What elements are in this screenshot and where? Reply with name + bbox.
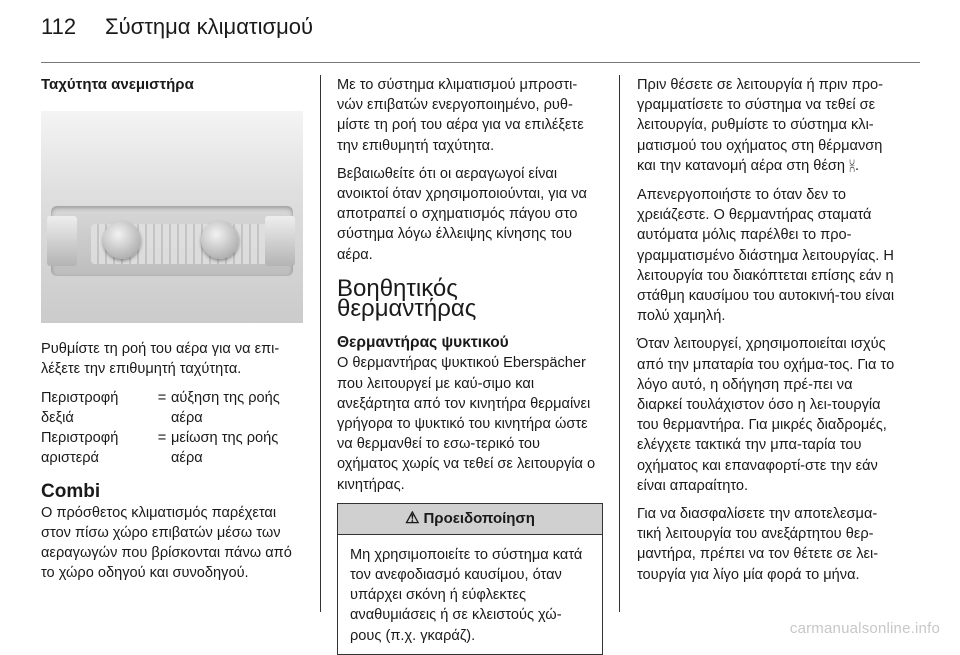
fan-control-image (41, 111, 303, 323)
paragraph-before-operation (637, 75, 900, 177)
image-caption: Ρυθμίστε τη ροή του αέρα για να επι-λέξετε την επιθυμητή ταχύτητα. (41, 341, 280, 378)
warning-text: Μη χρησιμοποιείτε το σύστημα κατά τον ανεφοδιασμό καυσίμου, όταν υπάρχει σκόνη ή εύφλεκτες αναθυμιάσεις ή σε κλειστούς χώ-ρους (π.χ. γκαράζ). (350, 546, 583, 644)
warning-title: Προειδοποίηση (423, 509, 535, 527)
column-2 (337, 75, 603, 655)
paragraph-coolant-heater: Ο θερμαντήρας ψυκτικού Eberspächer που λειτουργεί με καύ-σιμο και ανεξάρτητα από τον κινητήρα θερμαίνει γρήγορα το ψυκτικό του κινητήρα ώστε να θερμανθεί το εσω-τερικό του οχήματος χωρίς να τεθεί σε λειτουργία ο κινητήρας. (337, 355, 596, 493)
definition-table (41, 388, 306, 469)
page-header (0, 0, 960, 62)
section-title-fan-speed: Ταχύτητα ανεμιστήρα (41, 76, 194, 93)
warning-box (337, 503, 603, 655)
definition-value: αύξηση της ροής αέρα (171, 389, 280, 426)
definition-row (41, 388, 306, 428)
column-divider-1 (320, 75, 321, 612)
subheading-coolant-heater: Θερμαντήρας ψυκτικού (337, 334, 509, 352)
paragraph-vents-open: Βεβαιωθείτε ότι οι αεραγωγοί είναι ανοικτοί όταν χρησιμοποιούνται, για να αποτραπεί ο σχηματισμός πάγου στο σύστημα λόγω έλλειψης κίνησης του αέρα. (337, 165, 587, 263)
combi-title: Combi (41, 481, 101, 503)
fan-knob-left (103, 221, 141, 259)
paragraph-fan-adjust: Με το σύστημα κλιματισμού μπροστι-νών επιβατών ενεργοποιημένο, ρυθ-μίστε τη ροή του αέρα για να επιλέξετε την επιθυμητή ταχύτητα. (337, 77, 584, 154)
warning-header (338, 504, 602, 535)
definition-value: μείωση της ροής αέρα (171, 430, 279, 467)
watermark: carmanualsonline.info (789, 620, 940, 637)
control-panel (51, 206, 293, 276)
paragraph-end: . (855, 157, 860, 174)
column-3 (637, 75, 900, 593)
paragraph-battery: Όταν λειτουργεί, χρησιμοποιείται ισχύς από την μπαταρία του οχήμα-τος. Για το λόγο αυτό, η οδήγηση πρέ-πει να διαρκεί τουλάχιστον όσο η λει-τουργία του θερμαντήρα. Για μικρές διαδρομές, ελέγχετε τακτικά την μπα-ταρία του οχήματος και επαναφορτί-στε την εάν είναι απαραίτητο. (637, 336, 895, 494)
left-slot (47, 216, 77, 266)
combi-text: Ο πρόσθετος κλιματισμός παρέχεται στον πίσω χώρο επιβατών μέσω των αεραγωγών που βρίσκονται πάνω από το χώρο οδηγού και συνοδηγού. (41, 504, 292, 582)
definition-row (41, 428, 306, 468)
paragraph-before-operation-text: Πριν θέσετε σε λειτουργία ή πριν προ-γραμματίσετε το σύστημα να τεθεί σε λειτουργία, ρυθμίστε το σύστημα κλι-ματισμού του οχήματος στη θέρμανση και την κατανομή αέρα στη θέση (637, 77, 883, 174)
page-number: 112 (41, 14, 77, 39)
column-1 (41, 75, 306, 591)
definition-equals: = (157, 389, 167, 406)
header-rule (41, 62, 920, 63)
page-title: Σύστημα κλιματισμού (105, 14, 314, 39)
warning-triangle-icon: ⚠ (405, 509, 420, 527)
column-divider-2 (619, 75, 620, 612)
definition-term: Περιστροφή αριστερά (41, 430, 119, 467)
heading-auxiliary-heater: Βοηθητικός θερμαντήρας (337, 274, 477, 323)
air-distribution-icon: ⩈ (849, 158, 856, 174)
paragraph-switch-off: Απενεργοποιήστε το όταν δεν το χρειάζεστε. Ο θερμαντήρας σταματά αυτόματα μόλις παρέλθει το προ-γραμματισμένο διάστημα λειτουργίας. Η λειτουργία του διακόπτεται επίσης εάν η στάθμη καυσίμου του αυτοκινή-του είναι πολύ χαμηλή. (637, 187, 895, 325)
definition-equals: = (157, 430, 167, 447)
right-slot (265, 216, 295, 266)
definition-term: Περιστροφή δεξιά (41, 389, 119, 426)
fan-knob-right (201, 221, 239, 259)
paragraph-monthly-use: Για να διασφαλίσετε την αποτελεσμα-τική λειτουργία του ανεξάρτητου θερ-μαντήρα, πρέπει να τον θέτετε σε λει-τουργία για λίγο μία φορά το μήνα. (637, 506, 879, 583)
